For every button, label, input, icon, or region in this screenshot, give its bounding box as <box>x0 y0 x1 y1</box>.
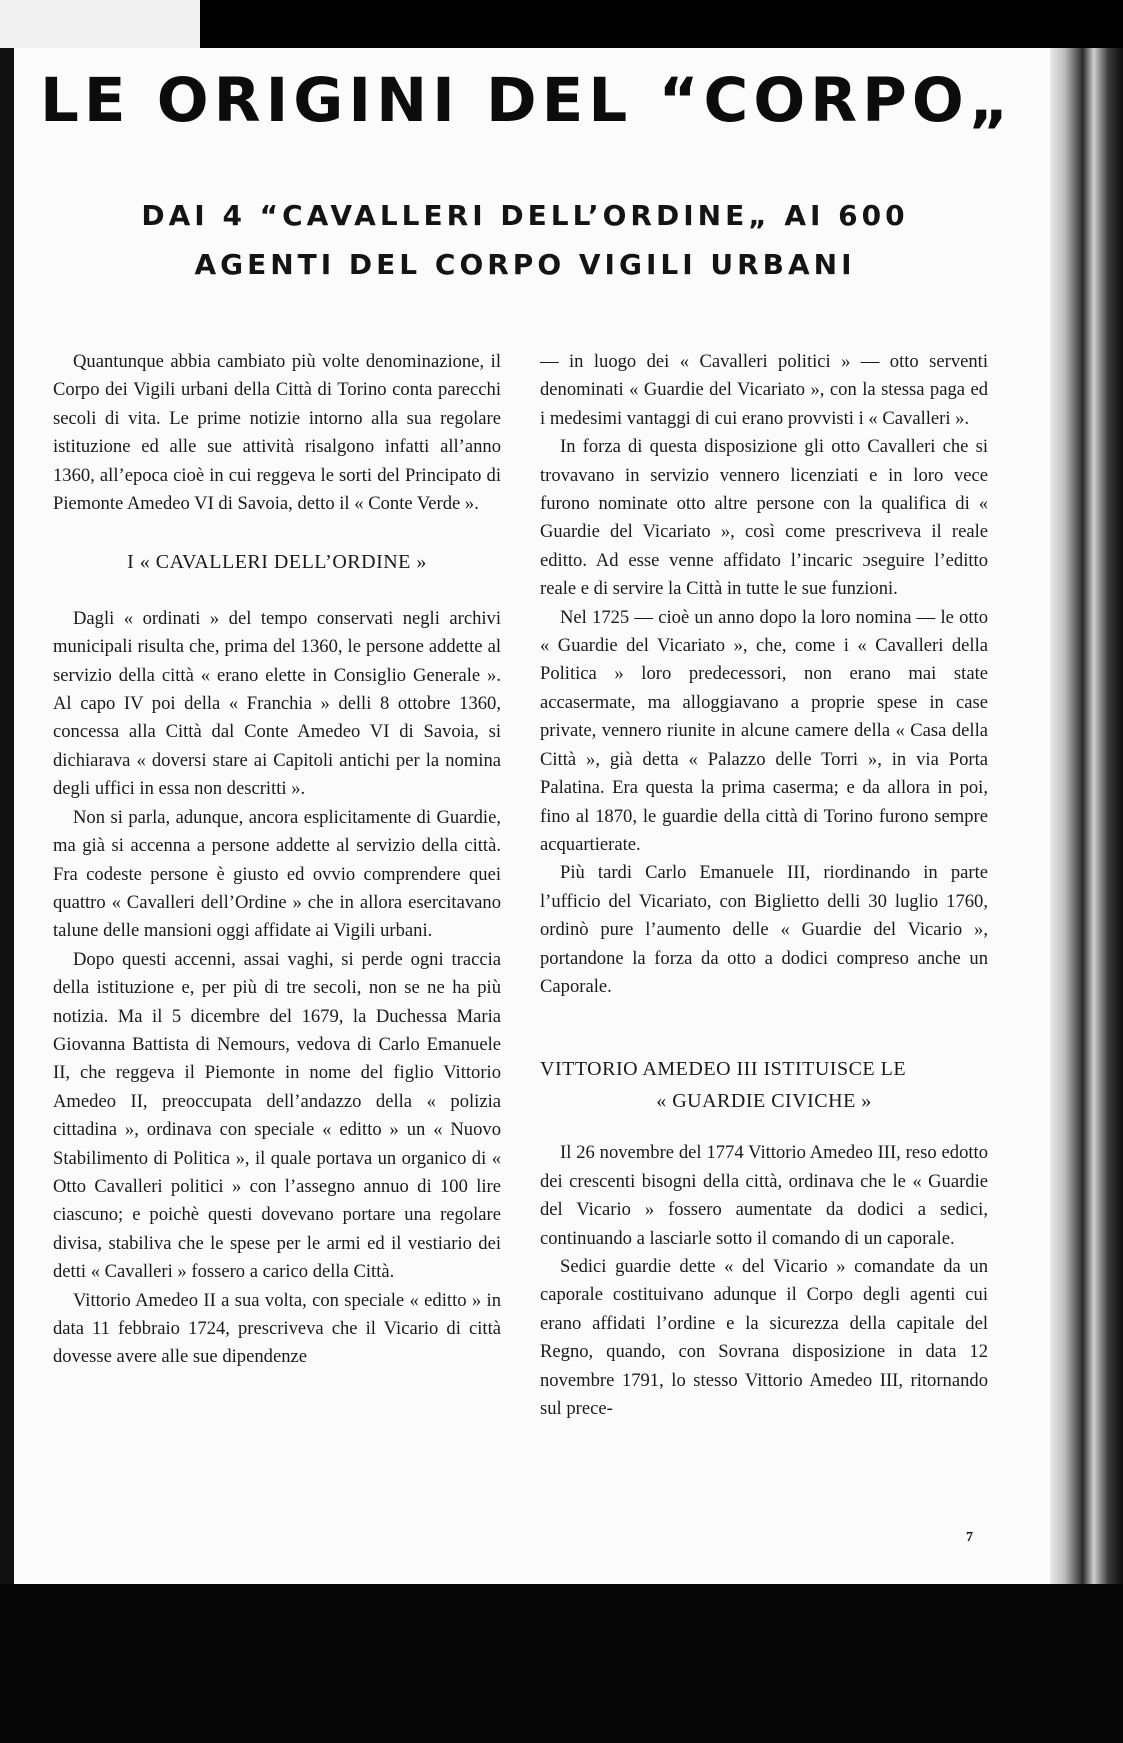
body-paragraph: Sedici guardie dette « del Vicario » comandate da un caporale costituivano adunque il Corpo degli agenti cui erano affidati l’ordine e la sicurezza della capitale del Regno, quando, con Sovrana disposizione in data 12 novembre 1791, lo stesso Vittorio Amedeo III, ritornando sul prece- <box>540 1255 988 1419</box>
body-paragraph: Vittorio Amedeo II a sua volta, con speciale « editto » in data 11 febbraio 1724, prescriveva che il Vicario di città dovesse avere alle sue dipendenze <box>53 1289 501 1368</box>
body-paragraph: Nel 1725 — cioè un anno dopo la loro nomina — le otto « Guardie del Vicariato », che, come i « Cavalleri della Politica » loro predecessori, non erano mai state accasermate, ma alloggiavano a proprie spese in case private, vennero riunite in alcune camere della « Casa della Città », già detta « Palazzo delle Torri », in via Porta Palatina. Era questa la prima caserma; e da allora in poi, fino al 1870, le guardie della città di Torino furono sempre acquartierate. <box>540 606 988 855</box>
body-paragraph: — in luogo dei « Cavalleri politici » — otto serventi denominati « Guardie del Vicariato », con la stessa paga ed i medesimi vantaggi di cui erano provvisti i « Cavalleri ». <box>540 351 988 429</box>
section-heading-line-1: VITTORIO AMEDEO III ISTITUISCE LE <box>540 1058 907 1081</box>
left-column <box>53 348 501 1372</box>
section-heading-cavalleri: I « CAVALLERI DELL’ORDINE » <box>127 551 427 574</box>
subtitle-line-1: DAI 4 “CAVALLERI DELL’ORDINE„ AI 600 <box>141 199 909 232</box>
scan-right-border <box>1050 48 1123 1588</box>
body-paragraph: In forza di questa disposizione gli otto Cavalleri che si trovavano in servizio vennero licenziati e in loro vece furono nominate otto altre persone con la qualifica di « Guardie del Vicariato », così come prescriveva il reale editto. Ad esse venne affidato l’incaric ɔseguire l’editto reale e di servire la Città in tutte le sue funzioni. <box>540 436 988 600</box>
page-title: LE ORIGINI DEL “CORPO„ <box>40 65 1014 136</box>
subtitle-line-2: AGENTI DEL CORPO VIGILI URBANI <box>194 248 856 281</box>
body-paragraph: Più tardi Carlo Emanuele III, riordinando in parte l’ufficio del Vicariato, con Biglietto delli 30 luglio 1760, ordinò pure l’aumento delle « Guardie del Vicario », portandone la forza da otto a dodici compreso anche un Caporale. <box>540 862 988 997</box>
page-number: 7 <box>966 1530 973 1545</box>
section-heading-vittorio <box>540 1053 988 1117</box>
body-paragraph: Dagli « ordinati » del tempo conservati negli archivi municipali risulta che, prima del 1360, le persone addette al servizio della città « erano elette in Consiglio Generale ». Al capo IV poi della « Franchia » delli 8 ottobre 1360, concessa alla Città dal Conte Amedeo VI di Savoia, si dichiarava « doversi stare ai Capitoli antichi per la nomina degli uffici in essa non descritti ». <box>53 607 501 800</box>
intro-paragraph: Quantunque abbia cambiato più volte denominazione, il Corpo dei Vigili urbani della Città di Torino conta parecchi secoli di vita. Le prime notizie intorno alla sua regolare istituzione ed alle sue attività risalgono infatti all’anno 1360, all’epoca cioè in cui reggeva le sorti del Principato di Piemonte Amedeo VI di Savoia, detto il « Conte Verde ». <box>53 351 501 515</box>
scan-bottom-border <box>0 1584 1123 1743</box>
body-paragraph: Non si parla, adunque, ancora esplicitamente di Guardie, ma già si accenna a persone addette al servizio della città. Fra codeste persone è giusto ed ovvio comprendere quei quattro « Cavalleri dell’Ordine » che in allora esercitavano talune delle mansioni oggi affidate ai Vigili urbani. <box>53 806 501 942</box>
section-heading-line-2: « GUARDIE CIVICHE » <box>656 1090 872 1113</box>
right-column <box>540 348 988 1423</box>
scan-top-corner <box>0 0 200 48</box>
body-paragraph: Il 26 novembre del 1774 Vittorio Amedeo III, reso edotto dei crescenti bisogni della città, ordinava che le « Guardie del Vicario » fossero aumentate da dodici a sedici, continuando a lasciarle sotto il comando di un caporale. <box>540 1142 988 1249</box>
body-paragraph: Dopo questi accenni, assai vaghi, si perde ogni traccia della istituzione e, per più di tre secoli, non se ne ha più notizia. Ma il 5 dicembre del 1679, la Duchessa Maria Giovanna Battista di Nemours, vedova di Carlo Emanuele II, che reggeva il Piemonte in nome del figlio Vittorio Amedeo II, preoccupata dell’andazzo della « polizia cittadina », ordinava con speciale « editto » un « Nuovo Stabilimento di Politica », il quale portava un organico di « Otto Cavalleri politici » con l’assegno annuo di 100 lire ciascuno; e poichè questi dovevano portare una regolare divisa, stabiliva che le spese per le armi ed il vestiario dei detti « Cavalleri » fossero a carico della Città. <box>53 948 501 1283</box>
